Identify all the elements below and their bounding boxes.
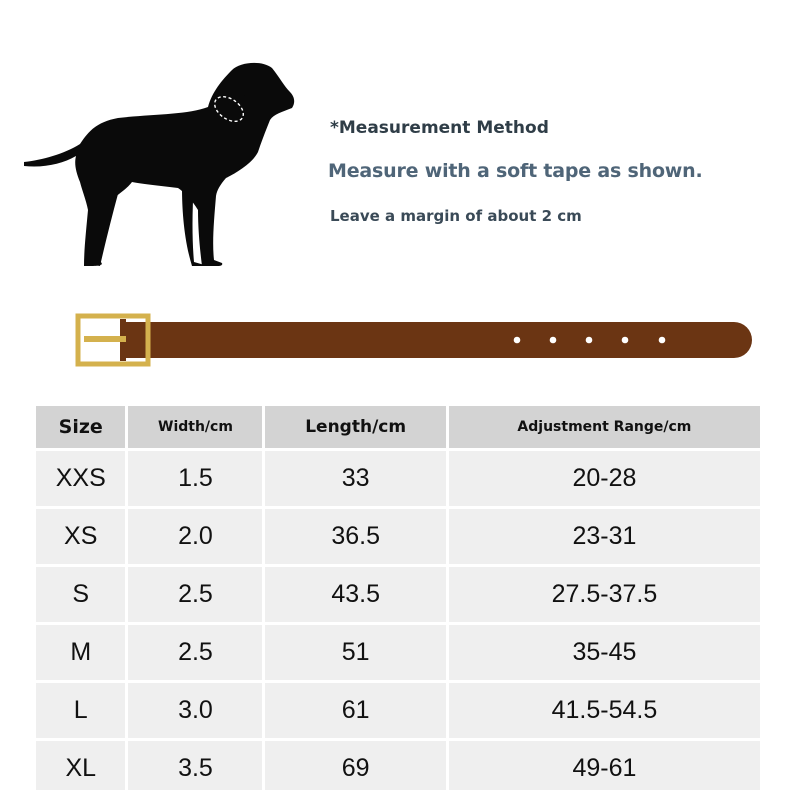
header-length: Length/cm	[265, 406, 445, 448]
table-header-row	[36, 406, 760, 448]
margin-instruction: Leave a margin of about 2 cm	[330, 207, 582, 225]
range-cell: 35-45	[449, 625, 760, 680]
header-width: Width/cm	[128, 406, 262, 448]
table-row	[36, 451, 760, 506]
width-cell: 1.5	[128, 451, 262, 506]
length-cell: 33	[265, 451, 445, 506]
header-size: Size	[36, 406, 125, 448]
measurement-method-heading: *Measurement Method	[330, 118, 549, 138]
table-row	[36, 567, 760, 622]
size-cell: XXS	[36, 451, 125, 506]
size-cell: L	[36, 683, 125, 738]
range-cell: 20-28	[449, 451, 760, 506]
size-cell: M	[36, 625, 125, 680]
collar-belt-icon	[74, 312, 754, 368]
width-cell: 2.5	[128, 567, 262, 622]
table-row	[36, 625, 760, 680]
range-cell: 41.5-54.5	[449, 683, 760, 738]
width-cell: 3.5	[128, 741, 262, 790]
range-cell: 23-31	[449, 509, 760, 564]
width-cell: 2.5	[128, 625, 262, 680]
table-row	[36, 509, 760, 564]
range-cell: 27.5-37.5	[449, 567, 760, 622]
length-cell: 36.5	[265, 509, 445, 564]
width-cell: 2.0	[128, 509, 262, 564]
table-row	[36, 741, 760, 790]
table-row	[36, 683, 760, 738]
length-cell: 61	[265, 683, 445, 738]
width-cell: 3.0	[128, 683, 262, 738]
size-cell: XL	[36, 741, 125, 790]
length-cell: 69	[265, 741, 445, 790]
range-cell: 49-61	[449, 741, 760, 790]
measure-instruction: Measure with a soft tape as shown.	[328, 160, 703, 182]
size-cell: XS	[36, 509, 125, 564]
dog-silhouette-icon	[22, 60, 302, 270]
size-cell: S	[36, 567, 125, 622]
size-chart-table	[33, 403, 763, 790]
length-cell: 43.5	[265, 567, 445, 622]
length-cell: 51	[265, 625, 445, 680]
header-adjustment-range: Adjustment Range/cm	[449, 406, 760, 448]
